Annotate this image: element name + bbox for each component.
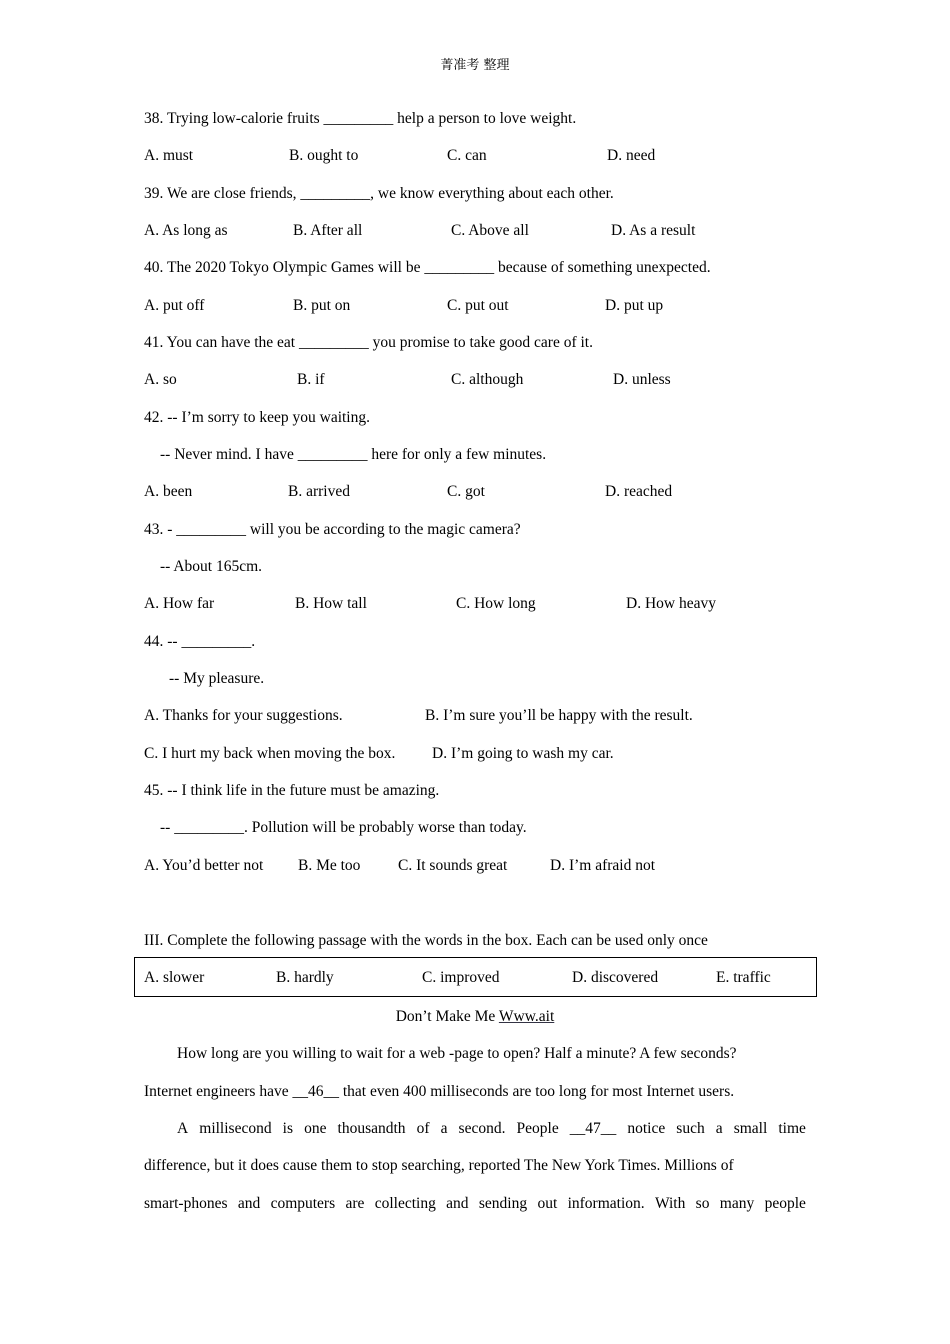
word: a — [715, 1120, 723, 1137]
question-44-option-c: C. I hurt my back when moving the box. — [144, 745, 396, 762]
question-44-option-b: B. I’m sure you’ll be happy with the result. — [425, 707, 693, 724]
question-40-stem: 40. The 2020 Tokyo Olympic Games will be _________ because of something unexpected. — [144, 259, 711, 276]
word: and — [237, 1195, 261, 1212]
question-43-option-b: B. How tall — [295, 595, 367, 612]
question-44-stem: 44. -- _________. — [144, 633, 256, 650]
question-44-option-d: D. I’m going to wash my car. — [432, 745, 614, 762]
question-45-reply: -- _________. Pollution will be probably worse than today. — [160, 819, 527, 836]
word: second. — [458, 1120, 506, 1137]
word: millisecond — [199, 1120, 272, 1137]
word: is — [282, 1120, 293, 1137]
question-43-option-c: C. How long — [456, 595, 536, 612]
word: notice — [627, 1120, 666, 1137]
question-40-option-b: B. put on — [293, 297, 351, 314]
word-box-item: A. slower — [144, 969, 205, 986]
question-45-option-b: B. Me too — [298, 857, 361, 874]
section-3-instruction: III. Complete the following passage with the words in the box. Each can be used only once — [144, 932, 708, 949]
question-38-option-c: C. can — [447, 147, 487, 164]
word: out — [537, 1195, 558, 1212]
question-44-option-a: A. Thanks for your suggestions. — [144, 707, 343, 724]
word: time — [778, 1120, 806, 1137]
question-39-stem: 39. We are close friends, _________, we know everything about each other. — [144, 185, 614, 202]
word: so — [695, 1195, 710, 1212]
question-38-option-b: B. ought to — [289, 147, 359, 164]
word: small — [733, 1120, 768, 1137]
question-42-option-d: D. reached — [605, 483, 673, 500]
passage-title — [0, 1007, 950, 1027]
page-header: 菁准考 整理 — [440, 58, 510, 73]
word: people — [764, 1195, 806, 1212]
question-43-option-a: A. How far — [144, 595, 215, 612]
question-41-option-a: A. so — [144, 371, 177, 388]
passage-paragraph-2-line-2: difference, but it does cause them to stop searching, reported The New York Times. Millions of — [144, 1157, 734, 1174]
word: are — [345, 1195, 365, 1212]
word: A — [177, 1120, 189, 1137]
question-41-option-d: D. unless — [613, 371, 671, 388]
question-44-reply: -- My pleasure. — [169, 670, 265, 687]
word: information. — [567, 1195, 645, 1212]
word-box-item: B. hardly — [276, 969, 334, 986]
question-40-option-d: D. put up — [605, 297, 664, 314]
question-39-option-b: B. After all — [293, 222, 363, 239]
question-38-stem: 38. Trying low-calorie fruits _________ help a person to love weight. — [144, 110, 577, 127]
word: such — [676, 1120, 705, 1137]
question-41-option-b: B. if — [297, 371, 325, 388]
passage-paragraph-1-line-2: Internet engineers have __46__ that even 400 milliseconds are too long for most Internet users. — [144, 1083, 735, 1100]
word: one — [304, 1120, 327, 1137]
question-38-option-a: A. must — [144, 147, 194, 164]
word: With — [654, 1195, 686, 1212]
word: __47__ — [569, 1120, 617, 1137]
passage-paragraph-2-line-3 — [144, 1194, 806, 1214]
word: many — [719, 1195, 755, 1212]
word: collecting — [374, 1195, 436, 1212]
question-42-option-c: C. got — [447, 483, 485, 500]
question-45-stem: 45. -- I think life in the future must be amazing. — [144, 782, 440, 799]
question-40-option-c: C. put out — [447, 297, 509, 314]
question-42-reply: -- Never mind. I have _________ here for only a few minutes. — [160, 446, 547, 463]
question-42-option-b: B. arrived — [288, 483, 350, 500]
question-42-option-a: A. been — [144, 483, 193, 500]
word-box-item: D. discovered — [572, 969, 659, 986]
word: sending — [478, 1195, 528, 1212]
question-41-stem: 41. You can have the eat _________ you promise to take good care of it. — [144, 334, 593, 351]
question-38-option-d: D. need — [607, 147, 656, 164]
question-43-option-d: D. How heavy — [626, 595, 716, 612]
question-39-option-d: D. As a result — [611, 222, 696, 239]
question-45-option-d: D. I’m afraid not — [550, 857, 656, 874]
passage-paragraph-1-line-1: How long are you willing to wait for a web -page to open? Half a minute? A few seconds? — [177, 1045, 737, 1062]
question-42-stem: 42. -- I’m sorry to keep you waiting. — [144, 409, 370, 426]
question-45-option-a: A. You’d better not — [144, 857, 264, 874]
word: of — [416, 1120, 430, 1137]
word: a — [440, 1120, 448, 1137]
word: People — [516, 1120, 559, 1137]
question-41-option-c: C. although — [451, 371, 524, 388]
word-box-item: E. traffic — [716, 969, 771, 986]
question-43-reply: -- About 165cm. — [160, 558, 263, 575]
passage-title-text: Don’t Make Me — [395, 1008, 499, 1025]
word: smart-phones — [144, 1195, 228, 1212]
question-40-option-a: A. put off — [144, 297, 205, 314]
passage-title-link[interactable]: Www.ait — [498, 1008, 555, 1025]
word: thousandth — [337, 1120, 406, 1137]
word: computers — [270, 1195, 336, 1212]
passage-paragraph-2-line-1 — [177, 1119, 806, 1139]
word: and — [446, 1195, 469, 1212]
question-45-option-c: C. It sounds great — [398, 857, 508, 874]
question-39-option-c: C. Above all — [451, 222, 529, 239]
question-39-option-a: A. As long as — [144, 222, 228, 239]
question-43-stem: 43. - _________ will you be according to the magic camera? — [144, 521, 521, 538]
word-box-item: C. improved — [422, 969, 500, 986]
